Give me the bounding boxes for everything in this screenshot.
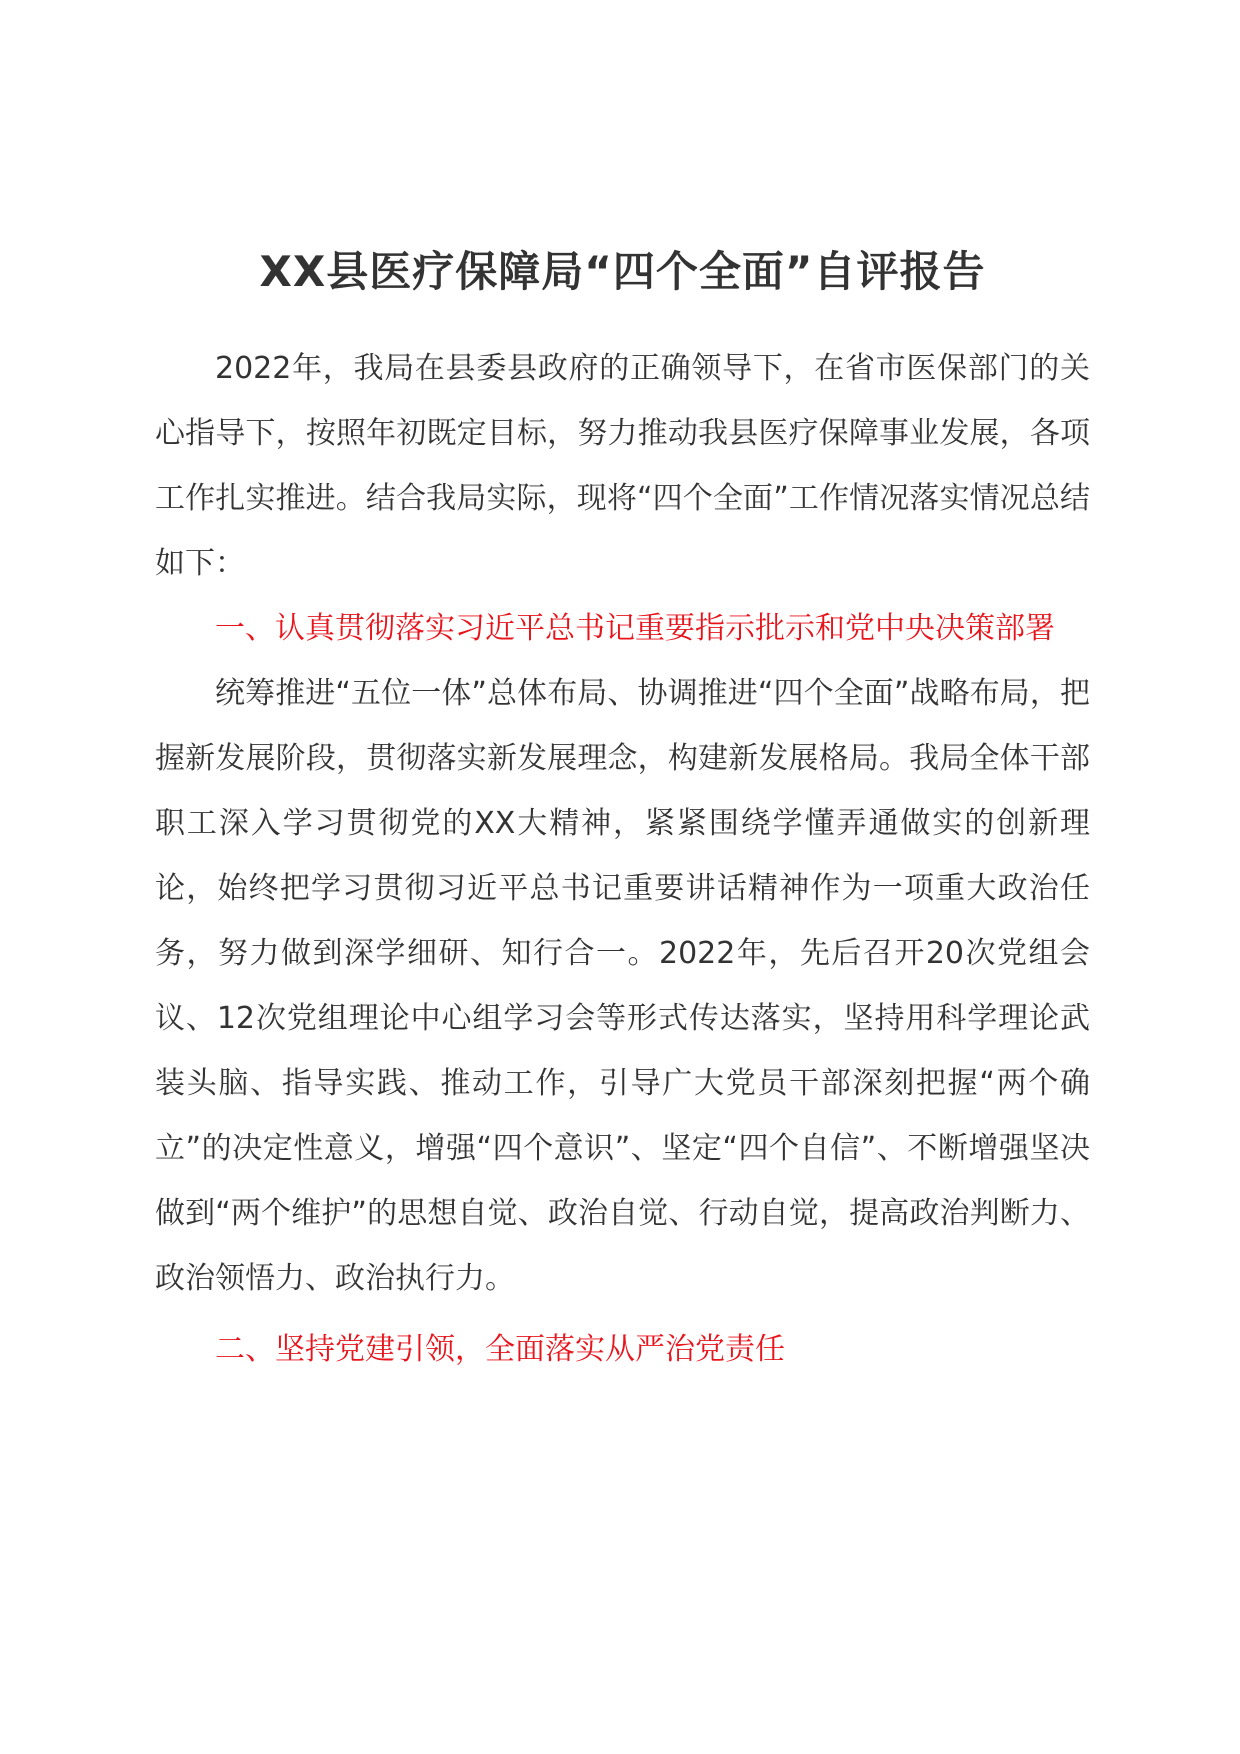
intro-paragraph: 2022年，我局在县委县政府的正确领导下，在省市医保部门的关心指导下，按照年初既定目标，努力推动我县医疗保障事业发展，各项工作扎实推进。结合我局实际，现将“四个全面”工作情况落实情况总结如下： <box>155 351 1090 581</box>
section-1-body: 统筹推进“五位一体”总体布局、协调推进“四个全面”战略布局，把握新发展阶段，贯彻落实新发展理念，构建新发展格局。我局全体干部职工深入学习贯彻党的XX大精神，紧紧围绕学懂弄通做实的创新理论，始终把学习贯彻习近平总书记重要讲话精神作为一项重大政治任务，努力做到深学细研、知行合一。2022年，先后召开20次党组会议、12次党组理论中心组学习会等形式传达落实，坚持用科学理论武装头脑、指导实践、推动工作，引导广大党员干部深刻把握“两个确立”的决定性意义，增强“四个意识”、坚定“四个自信”、不断增强坚决做到“两个维护”的思想自觉、政治自觉、行动自觉，提高政治判断力、政治领悟力、政治执行力。 <box>155 676 1090 1296</box>
section-2-heading: 二、坚持党建引领，全面落实从严治党责任 <box>215 1332 785 1367</box>
document-title: XX县医疗保障局“四个全面”自评报告 <box>259 247 986 296</box>
section-1-heading: 一、认真贯彻落实习近平总书记重要指示批示和党中央决策部署 <box>215 611 1055 646</box>
document-page <box>155 242 1090 1382</box>
